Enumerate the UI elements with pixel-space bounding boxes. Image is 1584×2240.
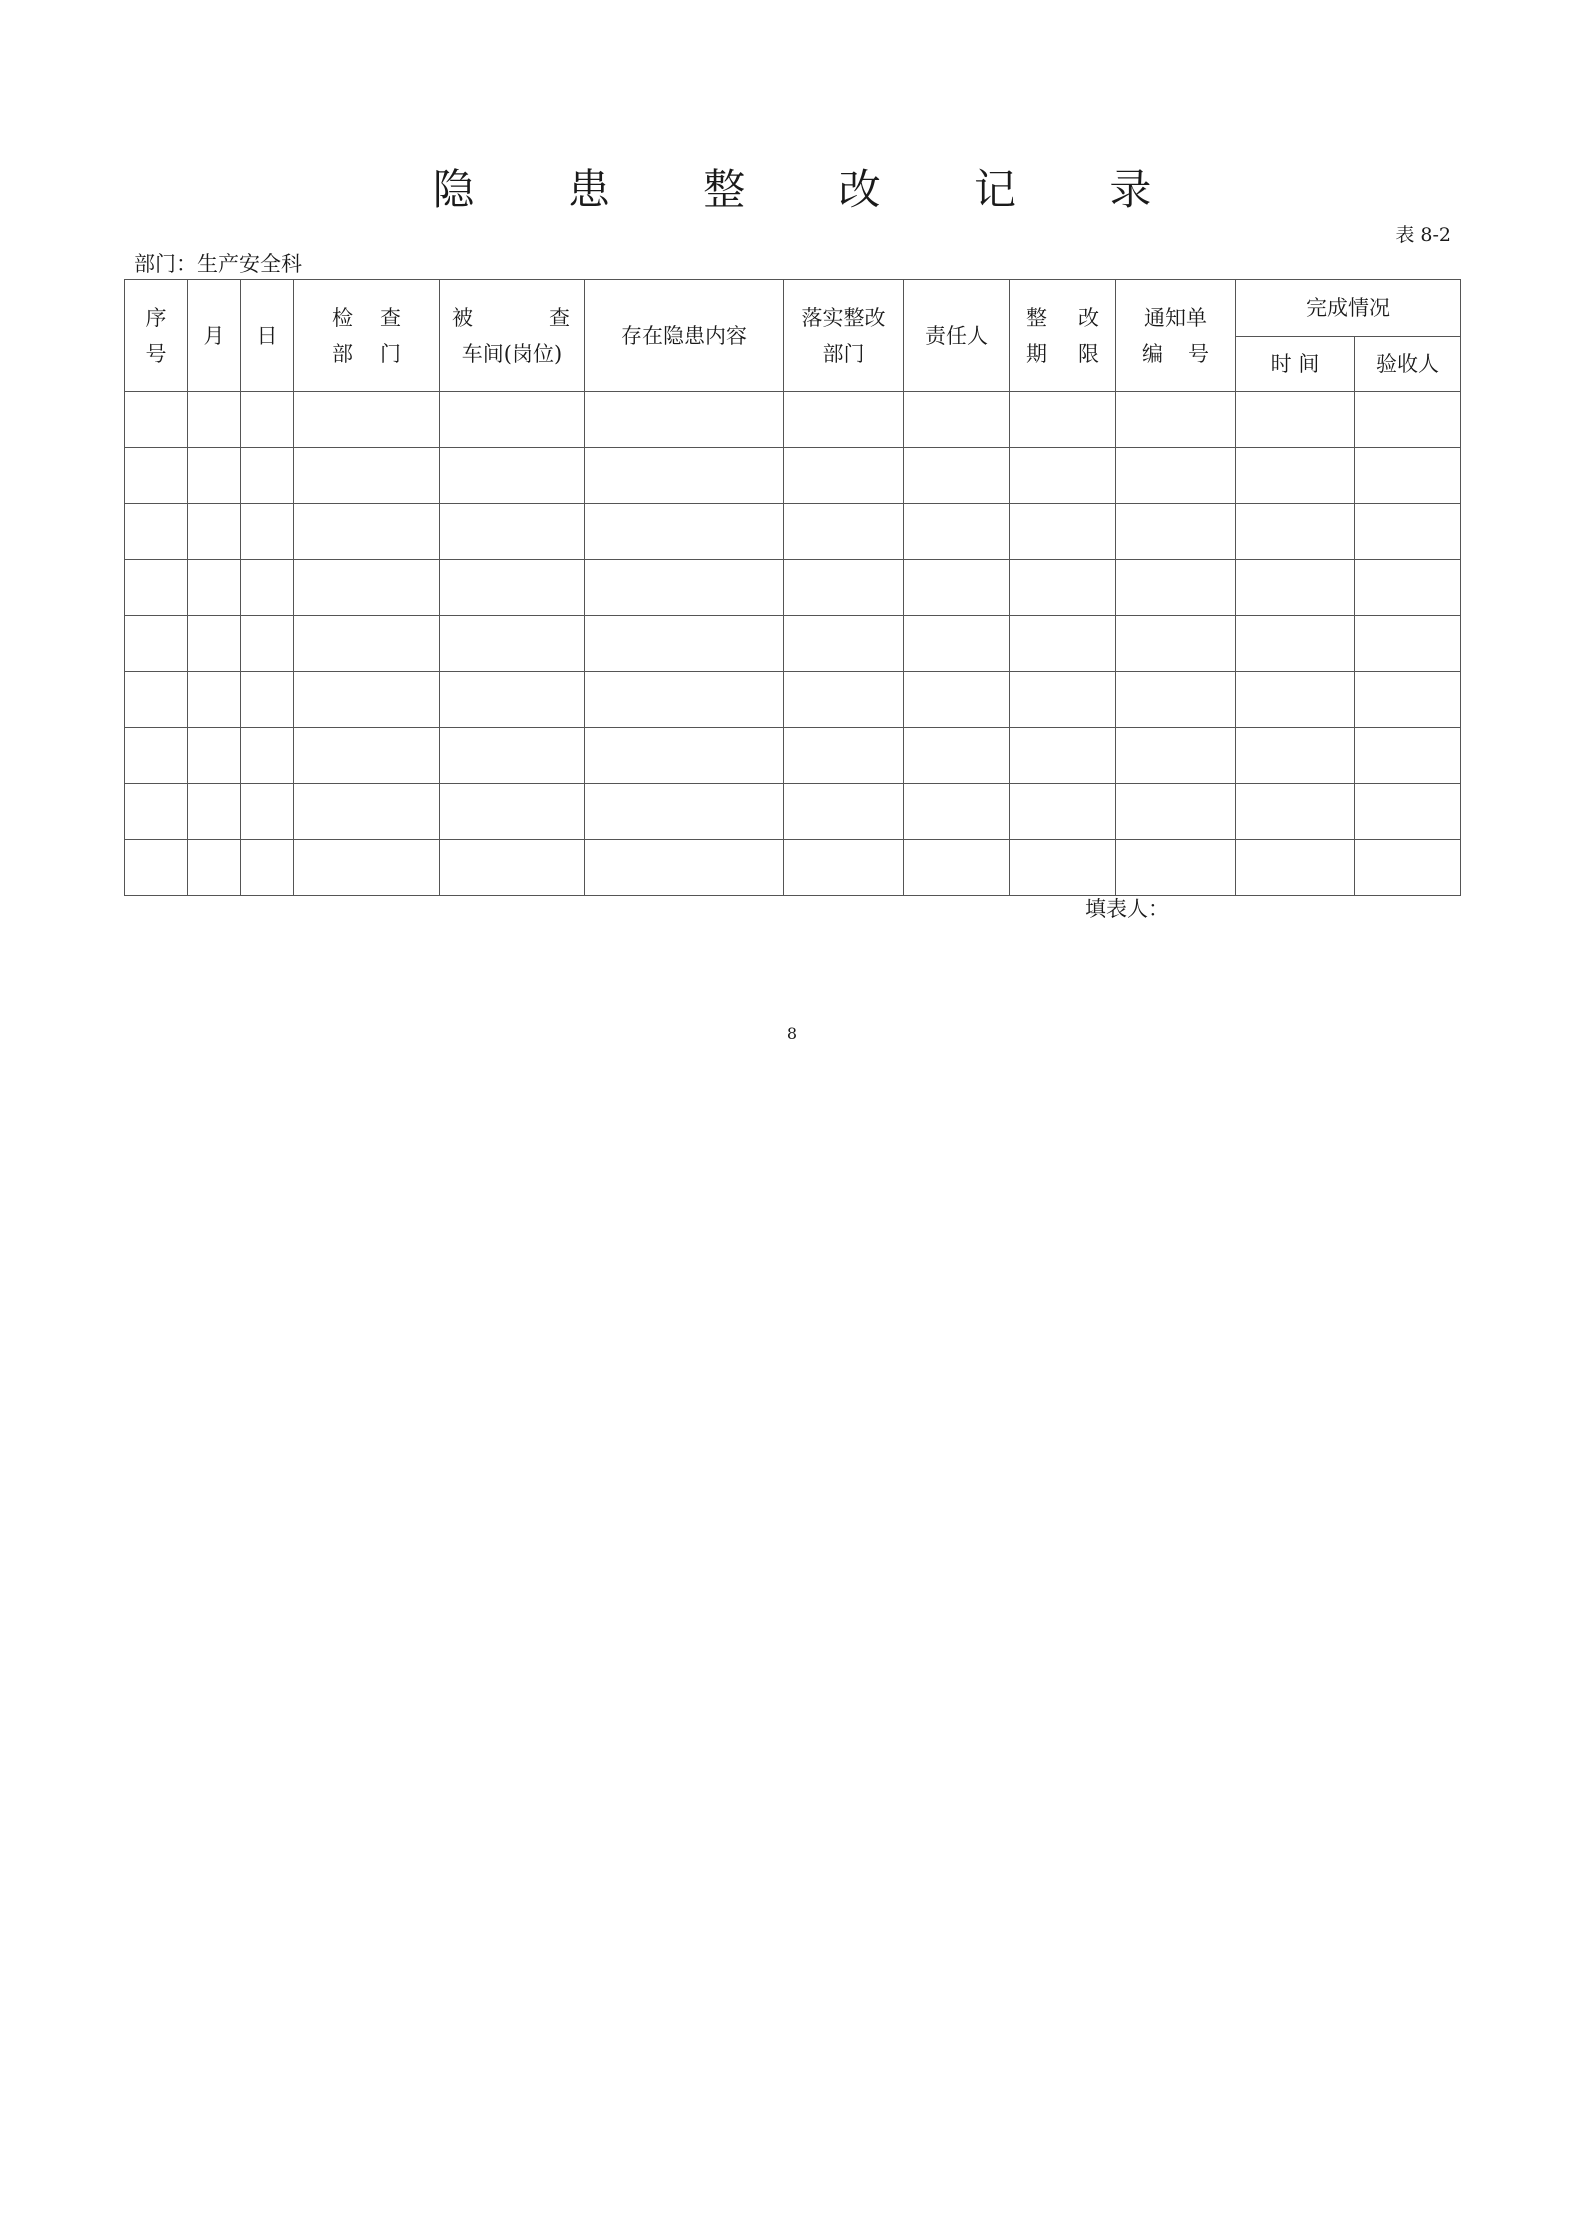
table-cell[interactable] xyxy=(1116,616,1236,672)
page-number: 8 xyxy=(786,1024,798,1043)
table-cell[interactable] xyxy=(904,672,1010,728)
table-cell[interactable] xyxy=(294,392,440,448)
table-cell[interactable] xyxy=(784,392,904,448)
table-cell[interactable] xyxy=(440,784,585,840)
table-cell[interactable] xyxy=(1010,448,1116,504)
table-cell[interactable] xyxy=(1355,672,1461,728)
filler-label: 填表人： xyxy=(1085,897,1169,921)
header-inspect-dept: 检 查 部 门 xyxy=(294,280,440,392)
table-cell[interactable] xyxy=(1236,728,1355,784)
table-cell[interactable] xyxy=(1236,392,1355,448)
table-cell[interactable] xyxy=(1355,448,1461,504)
table-cell[interactable] xyxy=(1010,392,1116,448)
table-cell[interactable] xyxy=(585,392,784,448)
table-cell[interactable] xyxy=(1355,560,1461,616)
table-row xyxy=(125,672,1461,728)
table-cell[interactable] xyxy=(241,616,294,672)
table-cell[interactable] xyxy=(784,840,904,896)
table-cell[interactable] xyxy=(440,504,585,560)
table-cell[interactable] xyxy=(1355,728,1461,784)
table-cell[interactable] xyxy=(241,728,294,784)
table-cell[interactable] xyxy=(904,616,1010,672)
header-deadline: 整 改 期 限 xyxy=(1010,280,1116,392)
table-cell[interactable] xyxy=(440,672,585,728)
table-cell[interactable] xyxy=(1116,728,1236,784)
table-cell[interactable] xyxy=(585,840,784,896)
table-cell[interactable] xyxy=(1010,672,1116,728)
table-cell[interactable] xyxy=(904,504,1010,560)
table-cell[interactable] xyxy=(188,392,241,448)
table-cell[interactable] xyxy=(1355,504,1461,560)
header-seq: 序 号 xyxy=(125,280,188,392)
table-cell[interactable] xyxy=(1116,840,1236,896)
table-cell[interactable] xyxy=(1010,504,1116,560)
table-cell[interactable] xyxy=(784,448,904,504)
table-cell[interactable] xyxy=(585,616,784,672)
header-rectify-dept: 落实整改 部门 xyxy=(784,280,904,392)
table-cell[interactable] xyxy=(585,728,784,784)
table-cell[interactable] xyxy=(585,504,784,560)
table-row xyxy=(125,392,1461,448)
table-cell[interactable] xyxy=(784,504,904,560)
table-cell[interactable] xyxy=(125,672,188,728)
table-cell[interactable] xyxy=(1010,616,1116,672)
table-row xyxy=(125,840,1461,896)
table-cell[interactable] xyxy=(784,728,904,784)
header-day: 日 xyxy=(241,280,294,392)
header-completion: 完成情况 xyxy=(1236,280,1461,337)
table-cell[interactable] xyxy=(1236,784,1355,840)
table-cell[interactable] xyxy=(241,672,294,728)
table-cell[interactable] xyxy=(1116,504,1236,560)
table-cell[interactable] xyxy=(241,504,294,560)
table-cell[interactable] xyxy=(585,672,784,728)
table-cell[interactable] xyxy=(188,672,241,728)
table-cell[interactable] xyxy=(585,448,784,504)
table-cell[interactable] xyxy=(241,784,294,840)
table-cell[interactable] xyxy=(1116,392,1236,448)
table-cell[interactable] xyxy=(1116,672,1236,728)
table-cell[interactable] xyxy=(1116,784,1236,840)
table-cell[interactable] xyxy=(1236,448,1355,504)
table-cell[interactable] xyxy=(440,840,585,896)
header-notice-number: 通知单 编 号 xyxy=(1116,280,1236,392)
table-cell[interactable] xyxy=(125,784,188,840)
table-cell[interactable] xyxy=(904,840,1010,896)
form-number: 表 8-2 xyxy=(1395,224,1451,246)
table-cell[interactable] xyxy=(125,616,188,672)
department-value: 生产安全科 xyxy=(197,252,302,276)
table-cell[interactable] xyxy=(784,784,904,840)
table-cell[interactable] xyxy=(125,392,188,448)
table-cell[interactable] xyxy=(904,784,1010,840)
table-cell[interactable] xyxy=(1355,616,1461,672)
table-cell[interactable] xyxy=(1236,840,1355,896)
table-cell[interactable] xyxy=(241,840,294,896)
table-row xyxy=(125,504,1461,560)
table-cell[interactable] xyxy=(188,448,241,504)
table-cell[interactable] xyxy=(1116,448,1236,504)
table-cell[interactable] xyxy=(188,840,241,896)
table-cell[interactable] xyxy=(188,560,241,616)
table-cell[interactable] xyxy=(1355,840,1461,896)
table-cell[interactable] xyxy=(784,672,904,728)
department-label: 部门： xyxy=(134,252,197,276)
table-cell[interactable] xyxy=(125,728,188,784)
table-cell[interactable] xyxy=(1010,728,1116,784)
table-cell[interactable] xyxy=(1355,392,1461,448)
table-cell[interactable] xyxy=(188,504,241,560)
department-line xyxy=(134,250,302,278)
table-cell[interactable] xyxy=(188,784,241,840)
hazard-rectification-table xyxy=(124,279,1461,896)
table-cell[interactable] xyxy=(294,504,440,560)
table-cell[interactable] xyxy=(241,448,294,504)
table-row xyxy=(125,616,1461,672)
table-cell[interactable] xyxy=(294,448,440,504)
table-row xyxy=(125,784,1461,840)
table-cell[interactable] xyxy=(125,560,188,616)
table-cell[interactable] xyxy=(294,784,440,840)
table-body xyxy=(125,392,1461,896)
table-cell[interactable] xyxy=(125,840,188,896)
table-cell[interactable] xyxy=(440,560,585,616)
table-cell[interactable] xyxy=(241,392,294,448)
header-completion-time: 时 间 xyxy=(1236,337,1355,392)
table-cell[interactable] xyxy=(440,448,585,504)
table-cell[interactable] xyxy=(440,392,585,448)
table-cell[interactable] xyxy=(784,560,904,616)
table-cell[interactable] xyxy=(1236,504,1355,560)
table-cell[interactable] xyxy=(904,560,1010,616)
table-cell[interactable] xyxy=(904,392,1010,448)
table-cell[interactable] xyxy=(784,616,904,672)
table-cell[interactable] xyxy=(125,448,188,504)
table-cell[interactable] xyxy=(585,784,784,840)
table-row xyxy=(125,560,1461,616)
table-cell[interactable] xyxy=(585,560,784,616)
table-cell[interactable] xyxy=(1010,840,1116,896)
header-acceptor: 验收人 xyxy=(1355,337,1461,392)
table-cell[interactable] xyxy=(294,672,440,728)
table-cell[interactable] xyxy=(440,616,585,672)
header-hazard-content: 存在隐患内容 xyxy=(585,280,784,392)
header-inspected-workshop: 被 查 车间(岗位) xyxy=(440,280,585,392)
table-cell[interactable] xyxy=(241,560,294,616)
table-cell[interactable] xyxy=(440,728,585,784)
table-cell[interactable] xyxy=(904,448,1010,504)
table-cell[interactable] xyxy=(1010,784,1116,840)
header-responsible: 责任人 xyxy=(904,280,1010,392)
table-cell[interactable] xyxy=(294,840,440,896)
header-month: 月 xyxy=(188,280,241,392)
table-cell[interactable] xyxy=(1236,672,1355,728)
table-cell[interactable] xyxy=(125,504,188,560)
table-cell[interactable] xyxy=(904,728,1010,784)
page-title: 隐 患 整 改 记 录 xyxy=(432,165,1192,214)
table-cell[interactable] xyxy=(1236,616,1355,672)
table-cell[interactable] xyxy=(1236,560,1355,616)
table-cell[interactable] xyxy=(1116,560,1236,616)
table-cell[interactable] xyxy=(294,728,440,784)
table-cell[interactable] xyxy=(1010,560,1116,616)
table-cell[interactable] xyxy=(1355,784,1461,840)
table-row xyxy=(125,448,1461,504)
table-cell[interactable] xyxy=(294,616,440,672)
table-cell[interactable] xyxy=(188,728,241,784)
table-cell[interactable] xyxy=(188,616,241,672)
table-row xyxy=(125,728,1461,784)
table-cell[interactable] xyxy=(294,560,440,616)
